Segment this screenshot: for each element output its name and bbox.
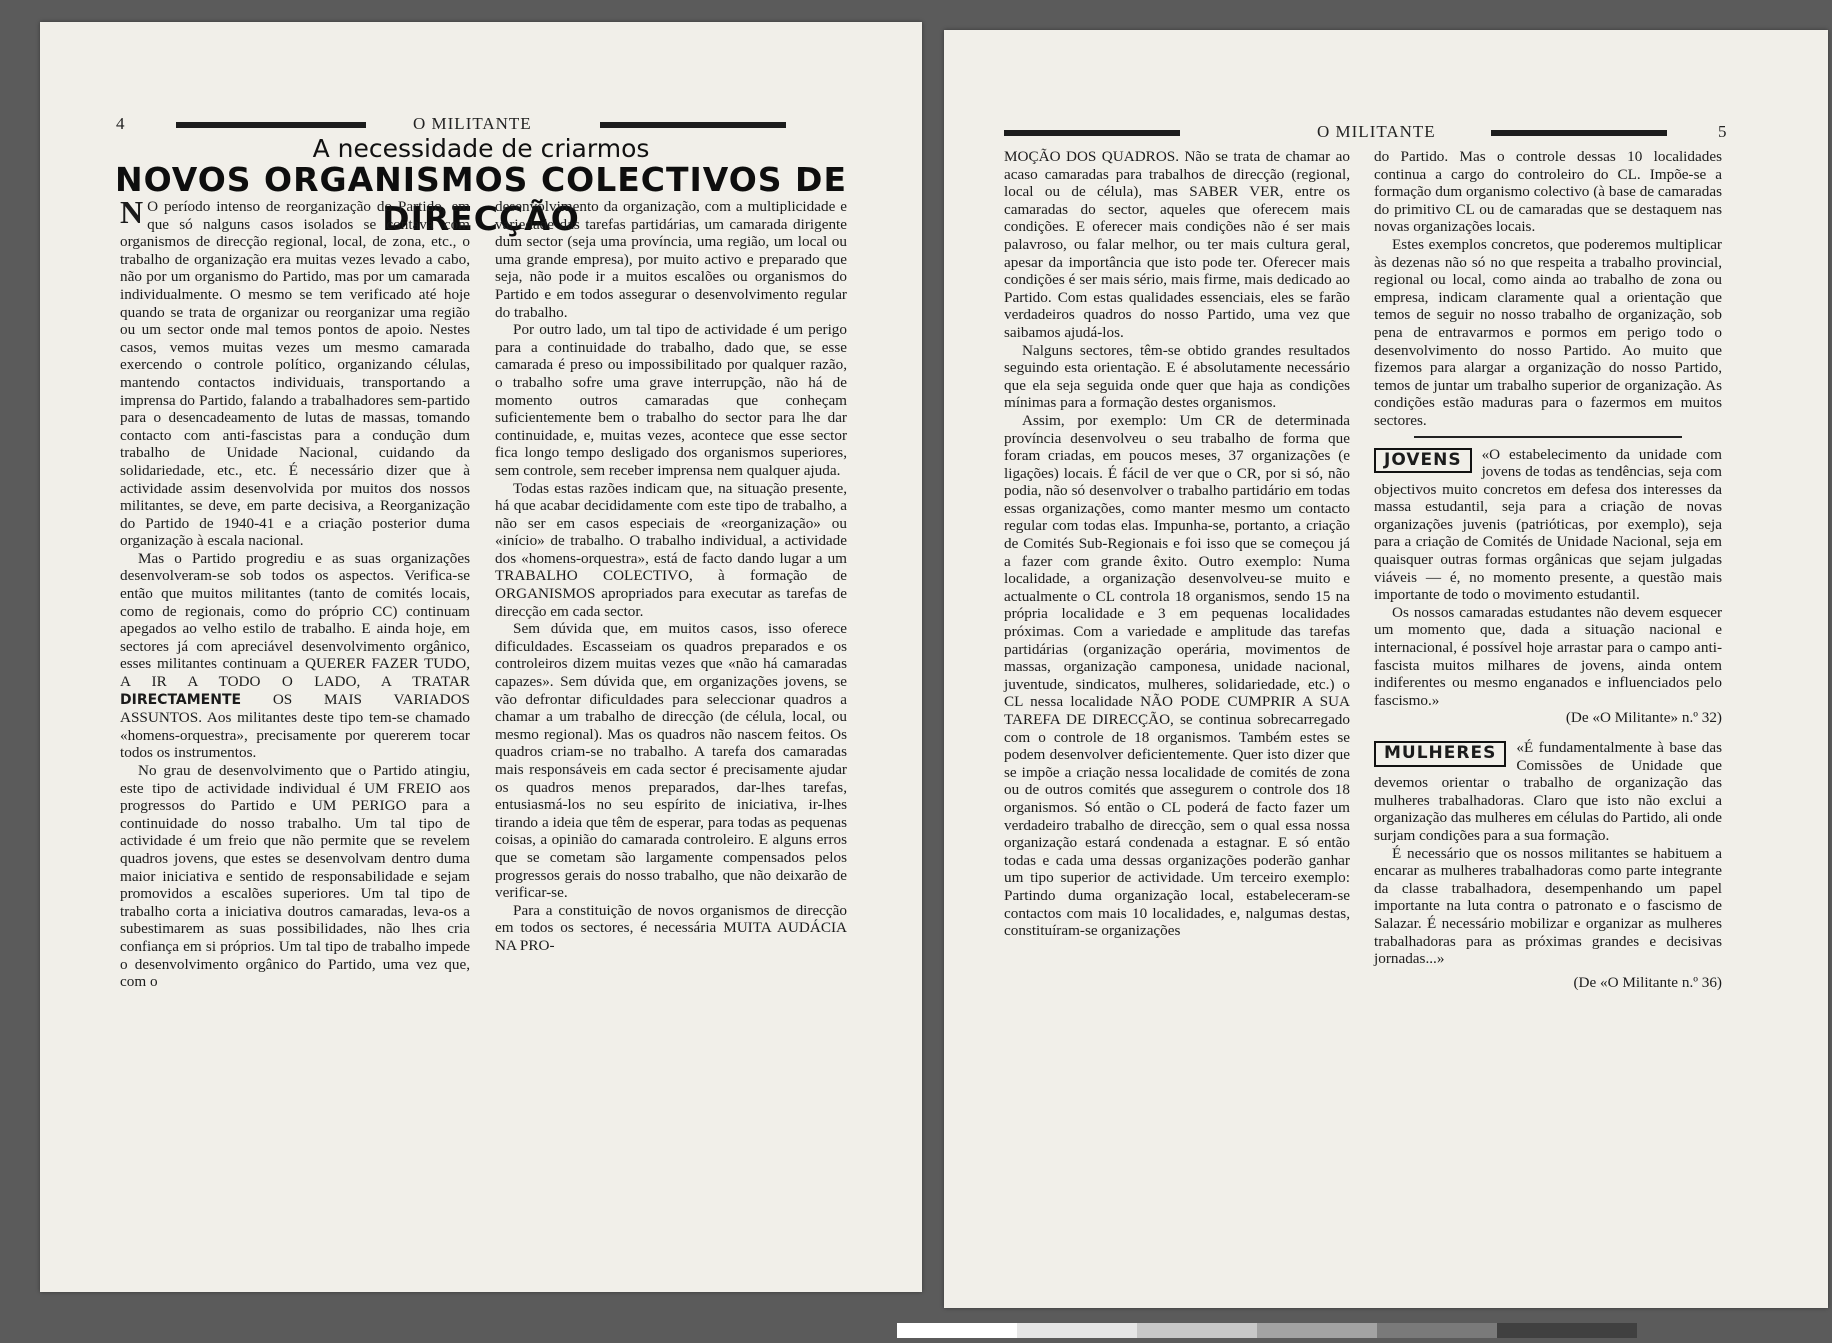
- header-rule-right: [1491, 130, 1667, 136]
- paragraph: Mas o Partido progrediu e as suas organizações desenvolveram-se sob todos os aspectos. Verifica-se então que muitos militantes (tanto de comités locais, como de regionais, como do próprio CC) continuam apegados ao velho estilo de trabalho. E ainda hoje, em sectores já com apreciável desenvolvimento orgânico, esses militantes continuam a QUERER FAZER TUDO, A IR A TODO O LADO, A TRATAR DIRECTAMENTE OS MAIS VARIADOS ASSUNTOS. Aos militantes deste tipo tem-se chamado «homens-orquestra», precisamente por quererem tocar todos os instrumentos.: [120, 549, 470, 762]
- section-rule: [1414, 436, 1682, 438]
- jovens-quote-cont: Os nossos camaradas estudantes não devem esquecer um momento que, dada a situação nacional e internacional, é possível hoje arrastar para o campo anti-fascista muitos milhares de jovens, ainda ontem indiferentes ou mesmo enganados e influenciados pelo fascismo.»: [1374, 603, 1722, 709]
- bold-word: DIRECTAMENTE: [120, 691, 242, 708]
- paragraph: N O período intenso de reorganização do Partido, em que só nalguns casos isolados se contava com organismos de direcção regional, local, de zona, etc., o trabalho de organização era muitas vezes levado a cabo, não por um organismo do Partido, mas por um camarada individualmente. O mesmo se tem verificado até hoje quando se trata de organizar ou reorganizar uma região ou um sector onde mal temos pontos de apoio. Nestes casos, vemos muitas vezes um mesmo camarada exercendo o controle político, organizando células, mantendo contactos individuais, transportando a imprensa do Partido, falando a trabalhadores sem-partido para o desencadeamento de lutas de massas, tomando contacto com anti-fascistas para a condução dum trabalho de Unidade Nacional, cuidando da solidariedade, etc., etc. É necessário dizer que à actividade assim desenvolvida por muitos dos nossos militantes, se deve, em parte decisiva, a Reorganização do Partido de 1940-41 e a criação posterior duma organização à escala nacional.: [120, 194, 470, 550]
- paragraph: MOÇÃO DOS QUADROS. Não se trata de chamar ao acaso camaradas para trabalhos de direcção (regional, local ou de célula), mas SABER VER, entre os camaradas do sector, aqueles que oferecem mais condições. E oferecer mais condições não é ser mais palavroso, ou falar melhor, ou ter mais cultura geral, apesar da importância que isto pode ter. Oferecer mais condições é ser mais sério, mais firme, mais dedicado ao Partido. Com estas qualidades essenciais, eles se farão verdadeiros quadros do nosso Partido, uma vez que saibamos ajudá-los.: [1004, 148, 1350, 341]
- right-header-title: O MILITANTE: [1317, 122, 1436, 141]
- paragraph: Sem dúvida que, em muitos casos, isso oferece dificuldades. Escasseiam os quadros preparados e os controleiros dizem muitas vezes que «não há camaradas capazes». Sem dúvida que, em organizações jovens, se vão defrontar dificuldades para seleccionar quadros a chamar a um trabalho de direcção (de célula, local, ou mesmo regional). Mas os quadros não nascem feitos. Os quadros criam-se no trabalho. A tarefa dos camaradas mais responsáveis em cada sector é precisamente ajudar os quadros menos preparados, dar-lhes tarefas, entusiasmá-los no seu espírito de iniciativa, ir-lhes tirando a ideia que têm de esperar, para todas as pequenas coisas, a opinião do camarada controleiro. E alguns erros que se cometam são largamente compensados pelos progressos gerais do nosso trabalho, que não deixarão de verificar-se.: [495, 620, 847, 902]
- jovens-quote: «O estabelecimento da unidade com jovens de todas as tendências, seja com objectivos muito concretos em defesa dos interesses da massa estudantil, seja para a criação de novas organizações juvenis (patrióticas, por exemplo), seja para a criação de Comités de Unidade Nacional, seja em quaisquer outras formas orgânicas que sejam julgadas viáveis — é, no momento presente, a questão mais importante de todo o movimento estudantil.: [1374, 445, 1722, 604]
- paragraph: do Partido. Mas o controle dessas 10 localidades continua a cargo do controleiro do CL. Impõe-se a formação dum organismo colectivo (à base de camaradas do primitivo CL ou de camaradas que se destaquem nas novas organizações locais.: [1374, 148, 1722, 236]
- right-column-2: [1374, 148, 1722, 991]
- jovens-box: [1374, 446, 1722, 728]
- article-headline-line1: A necessidade de criarmos: [312, 134, 650, 163]
- article-headline-line2: NOVOS ORGANISMOS COLECTIVOS DE DIRECÇÃO: [114, 160, 847, 238]
- mulheres-quote: «É fundamentalmente à base das Comissões de Unidade que devemos orientar o trabalho de organização das mulheres trabalhadoras. Claro que isto não exclui a organização das mulheres em células do Partido, ali onde surjam condições para a sua formação.: [1374, 739, 1722, 844]
- right-page-number: 5: [1718, 122, 1728, 141]
- left-page-number: 4: [116, 114, 126, 133]
- jovens-label: JOVENS: [1374, 448, 1472, 474]
- paragraph: desenvolvimento da organização, com a multiplicidade e variedade das tarefas partidárias, um camarada dirigente dum sector (seja uma província, uma região, um local ou uma grande empresa), por muito activo e preparado que seja, não pode ir a muitos escalões ou organismos do Partido e em todos assegurar o desenvolvimento regular do trabalho.: [495, 198, 847, 321]
- paragraph: No grau de desenvolvimento que o Partido atingiu, este tipo de actividade individual é UM FREIO aos progressos do Partido e UM PERIGO para a continuidade do nosso trabalho. Um tal tipo de actividade é um freio que não permite que se revelem quadros jovens, que estes se desenvolvam dentro duma maior iniciativa e sentido de responsabilidade e sejam promovidos a escalões superiores. Um tal tipo de trabalho corta a iniciativa doutros camaradas, leva-os a subestimarem as suas possibilidades, não lhes cria confiança em si próprios. Um tal tipo de trabalho impede o desenvolvimento orgânico do Partido, uma vez que, com o: [120, 762, 470, 991]
- paragraph: Todas estas razões indicam que, na situação presente, há que acabar decididamente com este tipo de trabalho, a não ser em casos especiais de «reorganização» ou «início» de trabalho. O trabalho individual, a actividade dos «homens-orquestra», está de facto dando lugar a um TRABALHO COLECTIVO, à formação de ORGANISMOS apropriados para executar as tarefas de direcção em cada sector.: [495, 479, 847, 620]
- paragraph: Estes exemplos concretos, que poderemos multiplicar às dezenas não só no que respeita a trabalho provincial, regional ou local, como ainda ao trabalho de zona ou empresa, indicam claramente qual a orientação que temos de seguir no nosso trabalho de organização, sob pena de entravarmos e pormos em perigo todo o desenvolvimento do nosso Partido. Ao muito que fizemos para alargar a organização do nosso Partido, temos de juntar um trabalho superior de organização. As condições estão maduras para o fazermos em muitos sectores.: [1374, 235, 1722, 429]
- right-page: [944, 30, 1828, 1308]
- left-column-2: [495, 198, 847, 955]
- paragraph: Por outro lado, um tal tipo de actividade é um perigo para a continuidade do trabalho, dado que, se esse camarada é preso ou impossibilitado por qualquer razão, o trabalho sofre uma grave interrupção, não há de momento outros camaradas que conheçam suficientemente bem o trabalho do sector para lhe dar continuidade, e, muitas vezes, acontece que esse sector fica longo tempo desligado dos organismos superiores, sem controle, sem receber imprensa nem qualquer ajuda.: [495, 321, 847, 479]
- header-rule-left: [176, 122, 366, 128]
- left-header-title: O MILITANTE: [413, 114, 532, 133]
- header-rule-left: [1004, 130, 1180, 136]
- paragraph: Para a constituição de novos organismos de direcção em todos os sectores, é necessária MUITA AUDÁCIA NA PRO-: [495, 901, 847, 954]
- mulheres-quote-cont: É necessário que os nossos militantes se habituem a encarar as mulheres trabalhadoras como parte integrante da classe trabalhadora, desempenhando um papel importante na luta contra o patronato e o fascismo de Salazar. É necessário mobilizar e organizar as mulheres trabalhadoras para as próximas grandes e decisivas jornadas...»: [1374, 844, 1722, 968]
- left-page: [40, 22, 922, 1292]
- dropcap: N: [120, 194, 144, 230]
- right-page-header: [944, 116, 1828, 146]
- mulheres-box: [1374, 739, 1722, 991]
- left-column-1: [120, 194, 470, 991]
- mulheres-label: MULHERES: [1374, 741, 1506, 767]
- header-rule-right: [600, 122, 786, 128]
- mulheres-source: (De «O Militante n.º 36): [1573, 973, 1722, 991]
- color-calibration-strip: [897, 1323, 1637, 1338]
- right-column-1: [1004, 148, 1350, 940]
- paragraph: Assim, por exemplo: Um CR de determinada província desenvolveu o seu trabalho de forma que foram criadas, em poucos meses, 37 organizações (e ligações) locais. É fácil de ver que o CR, por si só, não podia, não só desenvolver o trabalho partidário em todas essas organizações, como manter mesmo um contacto regular com todas elas. Impunha-se, portanto, a criação de Comités Sub-Regionais e foi isso que se começou já a fazer com grande êxito. Outro exemplo: Numa localidade, a organização desenvolveu-se muito e actualmente o CL controla 18 organismos, sendo 15 na própria localidade e 3 em pequenas localidades próximas. Com a variedade e amplitude das tarefas partidárias (organização operária, movimentos de massas, organização camponesa, unidade nacional, juventude, sindicatos, mulheres, solidariedade, etc.) o CL nessa localidade NÃO PODE CUMPRIR A SUA TAREFA DE DIRECÇÃO, se continua sobrecarregado com o controle de 18 organismos. Também estes se podem desenvolver deficientemente. Quer isto dizer que se impõe a criação nessa localidade de comités de zona ou de outros comités que assegurem o controle dos 18 organismos. Só então o CL poderá de facto fazer um verdadeiro trabalho de direcção, sem o qual essa nossa organização estará condenada a estagnar. E só então todas e cada uma dessas organizações poderão ganhar um tipo superior de actividade. Um terceiro exemplo: Partindo duma organização local, estabeleceram-se contactos com mais 10 localidades, e, nalgumas destas, constituíram-se organizações: [1004, 411, 1350, 940]
- jovens-source: (De «O Militante» n.º 32): [1565, 709, 1722, 727]
- paragraph: Nalguns sectores, têm-se obtido grandes resultados seguindo esta orientação. E é absolutamente necessário que ela seja seguida onde quer que haja as condições mínimas para a formação destes organismos.: [1004, 341, 1350, 412]
